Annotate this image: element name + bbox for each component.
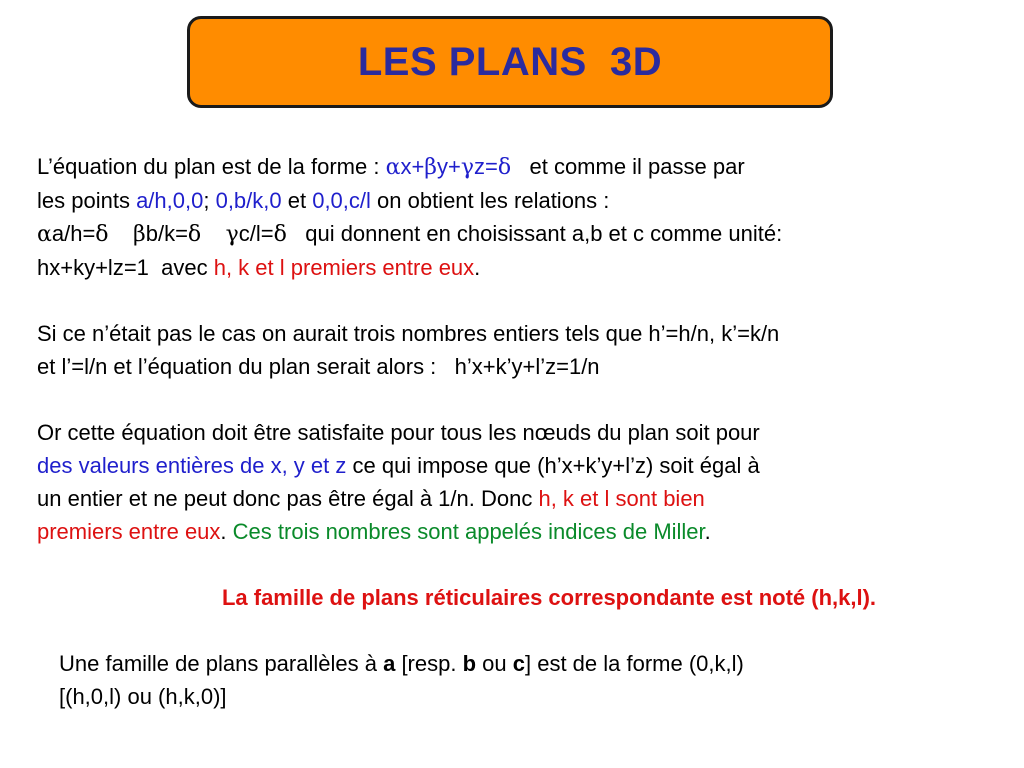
- family-statement: La famille de plans réticulaires correspondante est noté (h,k,l).: [221, 585, 877, 610]
- text: [(h,0,l) ou (h,k,0)]: [59, 684, 227, 709]
- gamma-symbol: γ: [460, 155, 475, 180]
- beta-symbol: β: [424, 155, 438, 180]
- delta-symbol: δ: [95, 222, 109, 247]
- alpha-symbol: α: [37, 222, 52, 247]
- text: Si ce n’était pas le cas on aurait trois nombres entiers tels que h’=h/n, k’=k/n: [37, 321, 780, 346]
- text: on obtient les relations :: [370, 188, 610, 213]
- text: z=: [474, 154, 498, 179]
- vector-a: a: [383, 651, 396, 676]
- text: et l’=l/n et l’équation du plan serait alors : h’x+k’y+l’z=1/n: [37, 354, 600, 379]
- spacer: [109, 221, 133, 246]
- text: ] est de la forme (0,k,l): [524, 651, 744, 676]
- gamma-symbol: γ: [225, 222, 239, 247]
- relations: [37, 221, 287, 246]
- paragraph-non-coprime: [37, 317, 1007, 383]
- text: un entier et ne peut donc pas être égal à 1/n. Donc: [37, 486, 539, 511]
- highlight-green: Ces trois nombres sont appelés indices de Miller: [232, 519, 705, 544]
- point-b: 0,b/k,0: [215, 188, 282, 213]
- page-title: LES PLANS 3D: [357, 39, 663, 84]
- text: et comme il passe par: [511, 154, 745, 179]
- text: ou: [476, 651, 513, 676]
- text: y+: [437, 154, 461, 179]
- delta-symbol: δ: [187, 222, 202, 247]
- spacer: [37, 548, 1007, 581]
- text: Or cette équation doit être satisfaite pour tous les nœuds du plan soit pour: [37, 420, 760, 445]
- text: [resp.: [395, 651, 463, 676]
- text: a/h=: [51, 221, 96, 246]
- vector-b: b: [462, 651, 477, 676]
- paragraph-miller-indices: [37, 416, 1007, 548]
- highlight-blue: des valeurs entières de x, y et z: [37, 453, 347, 478]
- text: b/k=: [145, 221, 188, 246]
- vector-c: c: [512, 651, 525, 676]
- highlight-red: h, k et l premiers entre eux: [213, 255, 475, 280]
- text: et: [281, 188, 313, 213]
- text: ce qui impose que (h’x+k’y+l’z) soit égal à: [346, 453, 760, 478]
- paragraph-parallel-planes: [37, 647, 1007, 713]
- point-c: 0,0,c/l: [312, 188, 371, 213]
- slide-content: [37, 150, 1007, 713]
- text: qui donnent en choisissant a,b et c comme unité:: [286, 221, 783, 246]
- text: x+: [400, 154, 425, 179]
- spacer: [37, 614, 1007, 647]
- text: ;: [203, 188, 216, 213]
- text: .: [704, 519, 711, 544]
- text: L’équation du plan est de la forme :: [37, 154, 386, 179]
- highlight-red: premiers entre eux: [37, 519, 221, 544]
- point-a: a/h,0,0: [136, 188, 204, 213]
- spacer: [37, 383, 1007, 416]
- delta-symbol: δ: [273, 222, 287, 247]
- spacer: [37, 284, 1007, 317]
- title-box: [187, 16, 833, 108]
- alpha-symbol: α: [385, 155, 401, 180]
- text: hx+ky+lz=1 avec: [37, 255, 214, 280]
- text: les points: [37, 188, 137, 213]
- paragraph-plane-equation: [37, 150, 1007, 284]
- text: c/l=: [238, 221, 274, 246]
- text: .: [474, 255, 481, 280]
- beta-symbol: β: [133, 222, 146, 247]
- delta-symbol: δ: [497, 155, 512, 180]
- spacer: [201, 221, 225, 246]
- highlight-red: h, k et l sont bien: [538, 486, 705, 511]
- text: Une famille de plans parallèles à: [59, 651, 384, 676]
- plane-equation: [386, 154, 512, 179]
- text: .: [220, 519, 233, 544]
